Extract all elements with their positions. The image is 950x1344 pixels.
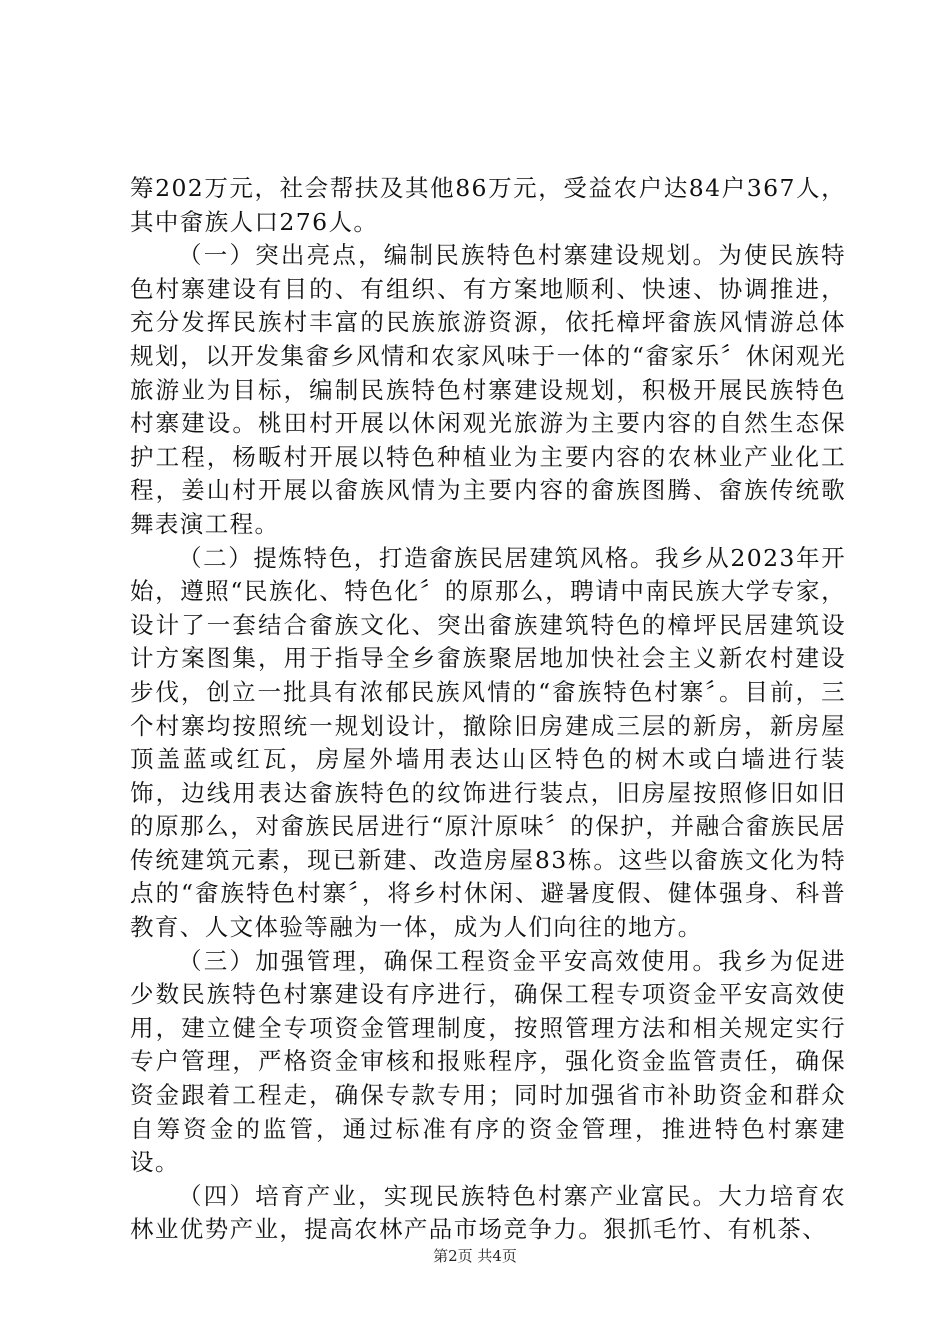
paragraph-section-one: （一）突出亮点，编制民族特色村寨建设规划。为使民族特色村寨建设有目的、有组织、有方案地顺利、快速、协调推进，充分发挥民族村丰富的民族旅游资源，依托樟坪畲族风情游总体规划，以开发集畲乡风情和农家风味于一体的“畲家乐〞休闲观光旅游业为目标，编制民族特色村寨建设规划，积极开展民族特色村寨建设。桃田村开展以休闲观光旅游为主要内容的自然生态保护工程，杨畈村开展以特色种植业为主要内容的农林业产业化工程，姜山村开展以畲族风情为主要内容的畲族图腾、畲族传统歌舞表演工程。 <box>130 241 846 538</box>
paragraph-funding-summary: 筹202万元，社会帮扶及其他86万元，受益农户达84户367人，其中畲族人口276人。 <box>130 174 846 236</box>
paragraph-section-four: （四）培育产业，实现民族特色村寨产业富民。大力培育农林业优势产业，提高农林产品市场竞争力。狠抓毛竹、有机茶、 <box>130 1181 846 1244</box>
paragraph-section-two: （二）提炼特色，打造畲族民居建筑风格。我乡从2023年开始，遵照“民族化、特色化〞的原那么，聘请中南民族大学专家，设计了一套结合畲族文化、突出畲族建筑特色的樟坪民居建筑设计方案图集，用于指导全乡畲族聚居地加快社会主义新农村建设步伐，创立一批具有浓郁民族风情的“畲族特色村寨〞。目前，三个村寨均按照统一规划设计，撤除旧房建成三层的新房，新房屋顶盖蓝或红瓦，房屋外墙用表达山区特色的树木或白墙进行装饰，边线用表达畲族特色的纹饰进行装点，旧房屋按照修旧如旧的原那么，对畲族民居进行“原汁原味〞的保护，并融合畲族民居传统建筑元素，现已新建、改造房屋83栋。这些以畲族文化为特点的“畲族特色村寨〞，将乡村休闲、避暑度假、健体强身、科普教育、人文体验等融为一体，成为人们向往的地方。 <box>130 543 846 942</box>
document-body <box>130 172 846 1247</box>
page-number-footer: 第2页 共4页 <box>433 1247 517 1265</box>
paragraph-section-three: （三）加强管理，确保工程资金平安高效使用。我乡为促进少数民族特色村寨建设有序进行，确保工程专项资金平安高效使用，建立健全专项资金管理制度，按照管理方法和相关规定实行专户管理，严格资金审核和报账程序，强化资金监管责任，确保资金跟着工程走，确保专款专用；同时加强省市补助资金和群众自筹资金的监管，通过标准有序的资金管理，推进特色村寨建设。 <box>130 946 846 1177</box>
